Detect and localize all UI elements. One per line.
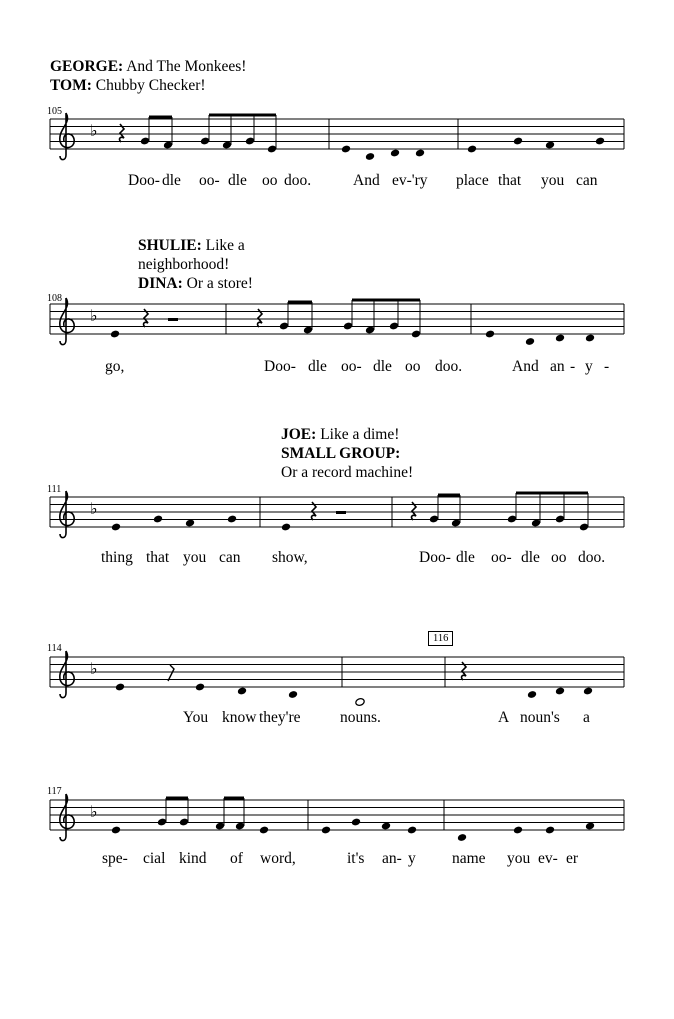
lyric-syllable: they're bbox=[259, 709, 301, 726]
lyric-syllable: Doo- bbox=[264, 358, 296, 375]
lyric-syllable: a bbox=[583, 709, 590, 726]
lyric-syllable: know bbox=[222, 709, 257, 726]
lyric-syllable: ev- bbox=[538, 850, 558, 867]
speaker-name: JOE: bbox=[281, 426, 317, 443]
lyric-syllable: thing bbox=[101, 549, 133, 566]
lyric-syllable: You bbox=[183, 709, 209, 726]
measure-number: 108 bbox=[47, 293, 62, 304]
rehearsal-mark: 116 bbox=[428, 631, 453, 646]
lyric-syllable: go, bbox=[105, 358, 125, 375]
lyric-syllable: oo- bbox=[491, 549, 512, 566]
lyric-syllable: that bbox=[498, 172, 522, 189]
lyric-syllable: dle bbox=[308, 358, 327, 375]
dialogue-line: Like a dime! bbox=[316, 426, 400, 443]
lyric-syllable: Doo- bbox=[419, 549, 451, 566]
lyric-syllable: oo- bbox=[341, 358, 362, 375]
lyric-syllable: A bbox=[498, 709, 510, 726]
lyric-syllable: noun's bbox=[520, 709, 560, 726]
lyric-syllable: word, bbox=[260, 850, 296, 867]
lyric-syllable: kind bbox=[179, 850, 207, 867]
lyric-syllable: doo. bbox=[284, 172, 312, 189]
lyric-syllable: you bbox=[183, 549, 207, 566]
measure-number: 105 bbox=[47, 106, 62, 117]
lyric-syllable: oo- bbox=[199, 172, 220, 189]
lyric-syllable: you bbox=[507, 850, 531, 867]
staff-system-1 bbox=[50, 113, 624, 161]
measure-number: 114 bbox=[47, 643, 62, 654]
lyric-syllable: an- bbox=[382, 850, 402, 867]
lyric-syllable: an bbox=[550, 358, 565, 375]
lyric-syllable: ev-'ry bbox=[392, 172, 428, 189]
lyric-syllable: nouns. bbox=[340, 709, 381, 726]
lyric-syllable: dle bbox=[521, 549, 540, 566]
lyric-syllable: spe- bbox=[102, 850, 128, 867]
lyric-syllable: dle bbox=[373, 358, 392, 375]
lyric-syllable: oo bbox=[551, 549, 567, 566]
lyric-syllable: er bbox=[566, 850, 579, 867]
speaker-name: DINA: bbox=[138, 275, 183, 292]
measure-number: 117 bbox=[47, 786, 62, 797]
lyric-syllable: can bbox=[219, 549, 241, 566]
lyric-syllable: name bbox=[452, 850, 486, 867]
lyric-syllable: doo. bbox=[435, 358, 463, 375]
measure-number: 111 bbox=[47, 484, 62, 495]
lyric-syllable: that bbox=[146, 549, 170, 566]
lyric-syllable: dle bbox=[228, 172, 247, 189]
lyric-syllable: you bbox=[541, 172, 565, 189]
lyric-syllable: show, bbox=[272, 549, 308, 566]
dialogue-line: Or a record machine! bbox=[281, 464, 414, 481]
lyric-syllable: oo bbox=[262, 172, 278, 189]
lyric-syllable: doo. bbox=[578, 549, 606, 566]
dialogue-line: Chubby Checker! bbox=[91, 77, 206, 94]
staff-system-4 bbox=[50, 651, 624, 706]
lyric-syllable: Doo- bbox=[128, 172, 160, 189]
lyric-syllable: And bbox=[353, 172, 380, 189]
dialogue-line: And The Monkees! bbox=[123, 58, 247, 75]
lyric-syllable: y bbox=[408, 850, 416, 867]
lyric-syllable: place bbox=[456, 172, 489, 189]
staff-system-2 bbox=[50, 298, 624, 346]
lyric-syllable: dle bbox=[162, 172, 181, 189]
lyric-syllable: And bbox=[512, 358, 539, 375]
lyric-syllable: dle bbox=[456, 549, 475, 566]
dialogue-line: Like a bbox=[201, 237, 245, 254]
dialogue-line: Or a store! bbox=[182, 275, 253, 292]
lyric-syllable: - bbox=[570, 358, 576, 375]
speaker-name: SHULIE: bbox=[138, 237, 202, 254]
speaker-name: GEORGE: bbox=[50, 58, 124, 75]
music-staves: ♭ bbox=[0, 0, 674, 1019]
lyric-syllable: y bbox=[585, 358, 593, 375]
lyric-syllable: can bbox=[576, 172, 598, 189]
staff-system-3 bbox=[50, 491, 624, 538]
lyric-syllable: - bbox=[604, 358, 610, 375]
staff-system-5 bbox=[50, 794, 624, 842]
lyric-syllable: it's bbox=[347, 850, 365, 867]
dialogue-line: neighborhood! bbox=[138, 256, 230, 273]
lyric-syllable: cial bbox=[143, 850, 166, 867]
lyric-syllable: oo bbox=[405, 358, 421, 375]
lyric-syllable: of bbox=[230, 850, 243, 867]
speaker-name: SMALL GROUP: bbox=[281, 445, 401, 462]
speaker-name: TOM: bbox=[50, 77, 92, 94]
